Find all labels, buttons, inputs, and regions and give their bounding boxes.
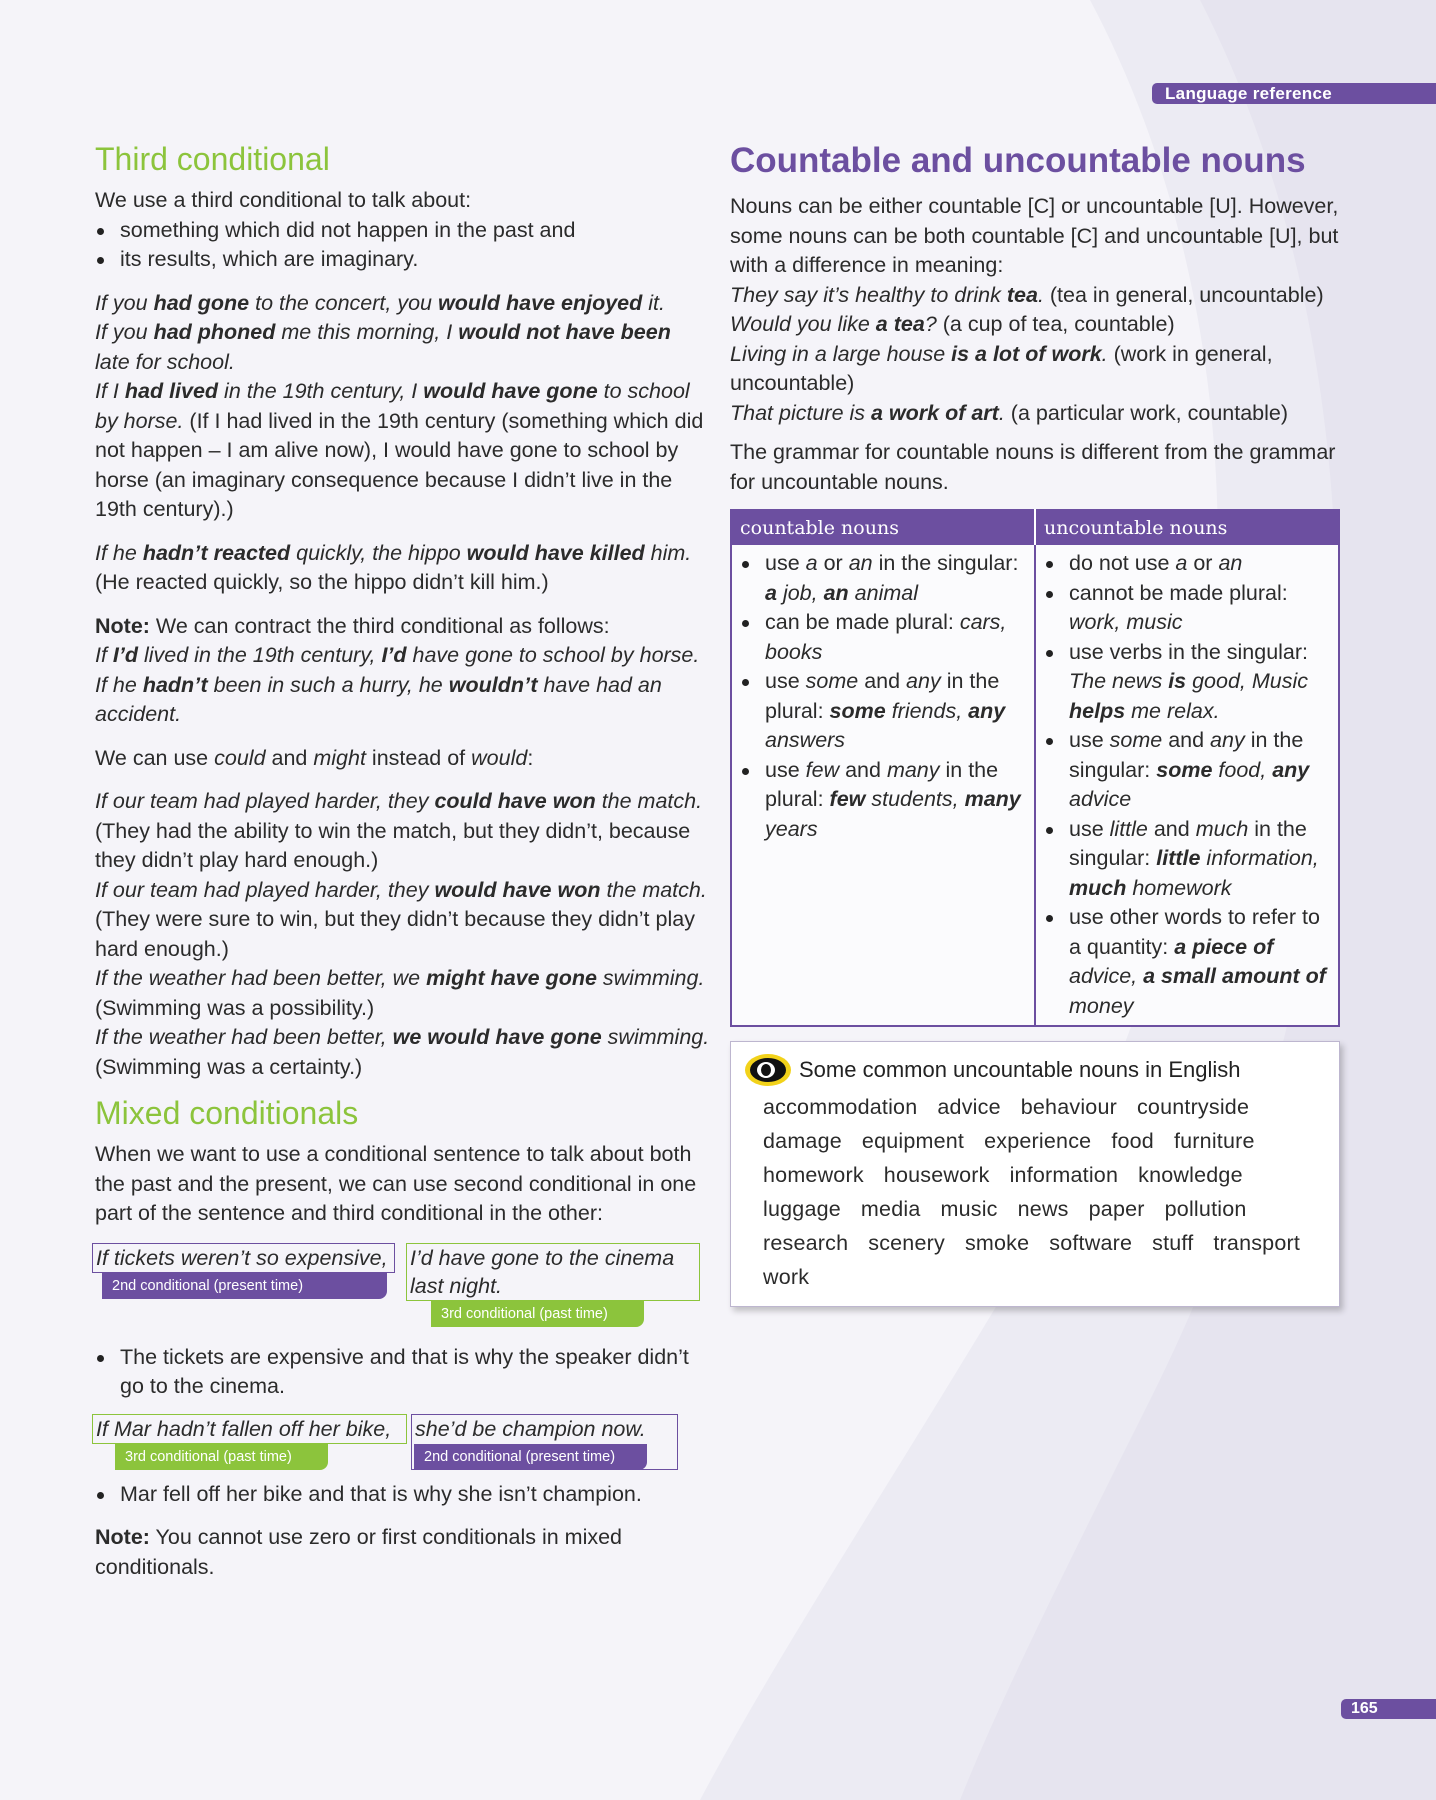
list-item: Mar fell off her bike and that is why she isn’t champion. [95, 1480, 710, 1510]
noun-word: furniture [1173, 1129, 1255, 1153]
noun-word: information [1009, 1163, 1119, 1187]
uncountable-rules [1035, 545, 1339, 1026]
table-header-countable: countable nouns [731, 510, 1035, 545]
noun-word: news [1017, 1197, 1069, 1221]
note: Note: We can contract the third conditional as follows: [95, 613, 610, 638]
example-sentence: If you had gone to the concert, you would have enjoyed it. [95, 290, 665, 315]
nouns-list [743, 1090, 1325, 1294]
right-column [730, 138, 1345, 1307]
result-tag: 2nd conditional (present time) [414, 1444, 647, 1470]
result-clause: I’d have gone to the cinema last night. [406, 1243, 700, 1301]
example-sentence: They say it’s healthy to drink tea. (tea in general, uncountable) [730, 282, 1324, 307]
example-sentence: If I had lived in the 19th century, I would have gone to school by horse. (If I had lived in the 19th century (something which did not happen – I am alive now), I would have gone to school by horse (an imaginary consequence because I didn’t live in the 19th century).) [95, 379, 704, 521]
noun-word: food [1111, 1129, 1154, 1153]
list-item: cannot be made plural: work, music [1044, 579, 1330, 638]
nouns-box-title: Some common uncountable nouns in English [799, 1057, 1241, 1082]
mixed-bullets [95, 1343, 710, 1402]
noun-word: work [763, 1265, 810, 1289]
example-sentence: If our team had played harder, they could have won the match. (They had the ability to win the match, but they didn’t, because they didn’t play hard enough.) [95, 789, 703, 872]
noun-word: countryside [1136, 1095, 1250, 1119]
noun-word: advice [937, 1095, 1001, 1119]
contraction-example: If I’d lived in the 19th century, I’d have gone to school by horse. [95, 643, 700, 667]
noun-word: knowledge [1138, 1163, 1243, 1187]
noun-word: experience [984, 1129, 1092, 1153]
list-item: do not use a or an [1044, 549, 1330, 579]
list-item: use few and many in the plural: few students, many years [740, 756, 1026, 845]
noun-word: damage [763, 1129, 842, 1153]
mixed-conditionals-title: Mixed conditionals [95, 1095, 359, 1131]
noun-word: stuff [1152, 1231, 1194, 1255]
list-item: something which did not happen in the past and [95, 216, 710, 246]
mixed-bullets [95, 1480, 710, 1510]
noun-word: scenery [868, 1231, 945, 1255]
noun-word: music [940, 1197, 998, 1221]
noun-word: media [860, 1197, 921, 1221]
list-item: its results, which are imaginary. [95, 245, 710, 275]
noun-word: homework [763, 1163, 864, 1187]
noun-word: housework [883, 1163, 990, 1187]
list-item: use some and any in the singular: some food, any advice [1044, 726, 1330, 815]
example-sentence: If you had phoned me this morning, I would not have been late for school. [95, 320, 671, 374]
noun-comparison-table [730, 509, 1340, 1027]
contraction-example: If he hadn’t been in such a hurry, he wouldn’t have had an accident. [95, 672, 662, 726]
example-sentence: If the weather had been better, we would have gone swimming. (Swimming was a certainty.) [95, 1025, 710, 1079]
condition-tag: 2nd conditional (present time) [102, 1273, 387, 1299]
noun-word: smoke [964, 1231, 1030, 1255]
list-item: use little and much in the singular: little information, much homework [1044, 815, 1330, 904]
example-sentence: Would you like a tea? (a cup of tea, countable) [730, 312, 1175, 336]
common-uncountable-nouns-box [730, 1041, 1340, 1307]
section-tag: Language reference [1152, 83, 1436, 104]
noun-word: paper [1088, 1197, 1145, 1221]
noun-word: luggage [763, 1197, 841, 1221]
example-sentence: Living in a large house is a lot of work. (work in general, uncountable) [730, 341, 1273, 395]
result-tag: 3rd conditional (past time) [431, 1301, 644, 1327]
third-conditional-bullets [95, 216, 710, 275]
example-sentence: If he hadn’t reacted quickly, the hippo would have killed him. (He reacted quickly, so the hippo didn’t kill him.) [95, 540, 692, 594]
noun-word: transport [1213, 1231, 1301, 1255]
left-column [95, 138, 710, 1582]
result-clause: she’d be champion now. [411, 1414, 678, 1470]
eye-icon [743, 1052, 793, 1088]
list-item: use other words to refer to a quantity: a piece of advice, a small amount of money [1044, 903, 1330, 1021]
countable-intro: Nouns can be either countable [C] or uncountable [U]. However, some nouns can be both countable [C] and uncountable [U], but with a difference in meaning: [730, 194, 1339, 277]
example-sentence: If the weather had been better, we might have gone swimming. (Swimming was a possibility.) [95, 966, 705, 1020]
noun-word: software [1049, 1231, 1133, 1255]
mixed-note: Note: You cannot use zero or first conditionals in mixed conditionals. [95, 1525, 623, 1579]
list-item: use some and any in the plural: some friends, any answers [740, 667, 1026, 756]
noun-word: pollution [1164, 1197, 1247, 1221]
could-might-intro: We can use could and might instead of would: [95, 745, 534, 770]
third-conditional-title: Third conditional [95, 141, 330, 177]
list-item: can be made plural: cars, books [740, 608, 1026, 667]
page-number: 165 [1341, 1699, 1436, 1719]
example-sentence: That picture is a work of art. (a particular work, countable) [730, 400, 1289, 425]
table-header-uncountable: uncountable nouns [1035, 510, 1339, 545]
condition-clause: If Mar hadn’t fallen off her bike, [92, 1414, 407, 1444]
third-conditional-intro: We use a third conditional to talk about: [95, 188, 472, 212]
grammar-note: The grammar for countable nouns is different from the grammar for uncountable nouns. [730, 440, 1336, 494]
mixed-diagram-2 [95, 1414, 710, 1480]
list-item: use a or an in the singular: a job, an animal [740, 549, 1026, 608]
list-item: use verbs in the singular: The news is good, Music helps me relax. [1044, 638, 1330, 727]
countable-title: Countable and uncountable nouns [730, 141, 1306, 180]
noun-word: behaviour [1020, 1095, 1117, 1119]
noun-word: equipment [861, 1129, 965, 1153]
condition-clause: If tickets weren’t so expensive, [92, 1243, 395, 1273]
noun-word: accommodation [763, 1095, 918, 1119]
mixed-diagram-1 [95, 1243, 710, 1343]
list-item: The tickets are expensive and that is why the speaker didn’t go to the cinema. [95, 1343, 710, 1402]
mixed-conditionals-intro: When we want to use a conditional sentence to talk about both the past and the present, we can use second conditional in one part of the sentence and third conditional in the other: [95, 1142, 697, 1225]
condition-tag: 3rd conditional (past time) [115, 1444, 328, 1470]
example-sentence: If our team had played harder, they would have won the match. (They were sure to win, but they didn’t because they didn’t play hard enough.) [95, 877, 707, 961]
countable-rules [731, 545, 1035, 1026]
noun-word: research [763, 1231, 849, 1255]
